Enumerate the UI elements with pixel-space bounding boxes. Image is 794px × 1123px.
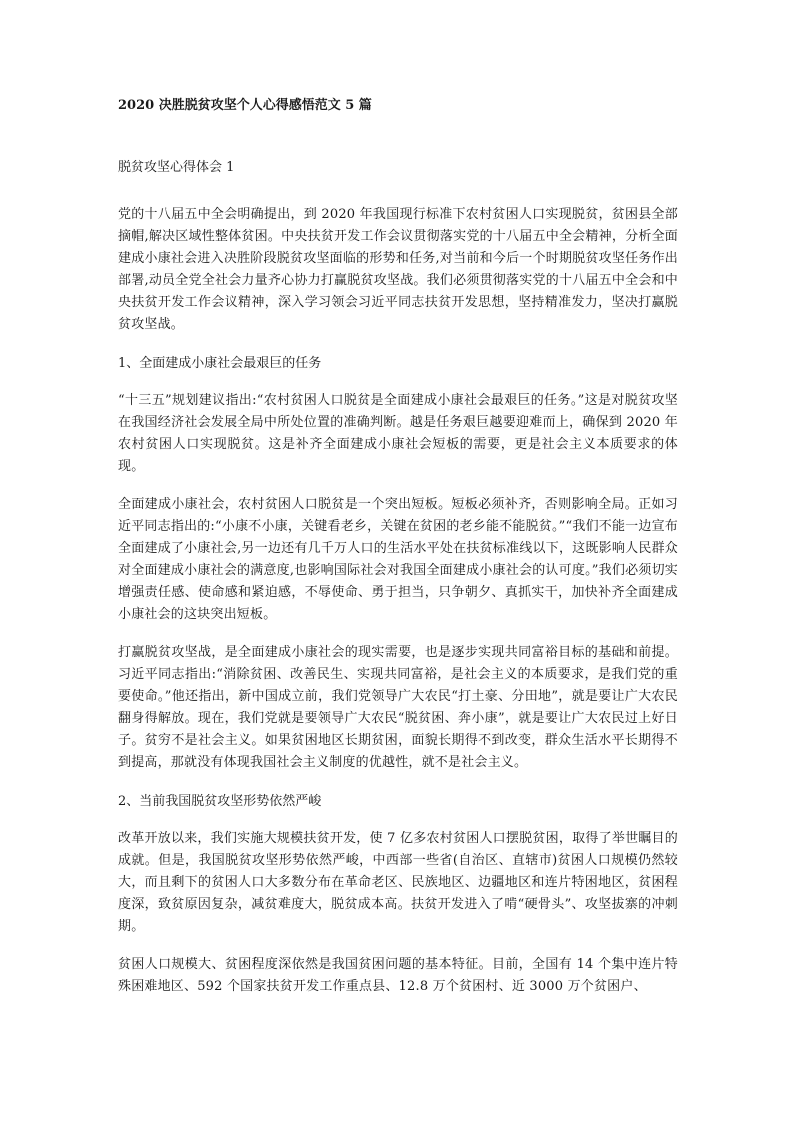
heading-2: 2、当前我国脱贫攻坚形势依然严峻 <box>118 794 322 809</box>
paragraph-5: 改革开放以来，我们实施大规模扶贫开发，使 7 亿多农村贫困人口摆脱贫困，取得了举世瞩目的成就。但是，我国脱贫攻坚形势依然严峻，中西部一些省(自治区、直辖市)贫困人口规模仍然较大，而且剩下的贫困人口大多数分布在革命老区、民族地区、边疆地区和连片特困地区，贫困程度深，致贫原因复杂，减贫难度大，脱贫成本高。扶贫开发进入了啃“硬骨头”、攻坚拔寨的冲刺期。 <box>118 831 678 934</box>
paragraph-6: 贫困人口规模大、贫困程度深依然是我国贫困问题的基本特征。目前，全国有 14 个集中连片特殊困难地区、592 个国家扶贫开发工作重点县、12.8 万个贫困村、近 3000 万个贫困户、 <box>118 957 678 994</box>
paragraph-3: 全面建成小康社会，农村贫困人口脱贫是一个突出短板。短板必须补齐，否则影响全局。正如习近平同志指出的:“小康不小康，关键看老乡，关键在贫困的老乡能不能脱贫。”“我们不能一边宣布全面建成了小康社会,另一边还有几千万人口的生活水平处在扶贫标准线以下，这既影响人民群众对全面建成小康社会的满意度,也影响国际社会对我国全面建成小康社会的认可度。”我们必须切实增强责任感、使命感和紧迫感，不辱使命、勇于担当，只争朝夕、真抓实干，加快补齐全面建成小康社会的这块突出短板。 <box>118 497 678 622</box>
heading-1: 1、全面建成小康社会最艰巨的任务 <box>118 356 322 371</box>
section-title: 脱贫攻坚心得体会 1 <box>118 160 235 175</box>
paragraph-1: 党的十八届五中全会明确提出，到 2020 年我国现行标准下农村贫困人口实现脱贫，贫困县全部摘帽,解决区域性整体贫困。中央扶贫开发工作会议贯彻落实党的十八届五中全会精神，分析全面建成小康社会进入决胜阶段脱贫攻坚面临的形势和任务,对当前和今后一个时期脱贫攻坚任务作出部署,动员全党全社会力量齐心协力打赢脱贫攻坚战。我们必须贯彻落实党的十八届五中全会和中央扶贫开发工作会议精神，深入学习领会习近平同志扶贫开发思想，坚持精准发力，坚决打赢脱贫攻坚战。 <box>118 207 678 332</box>
paragraph-4: 打赢脱贫攻坚战，是全面建成小康社会的现实需要，也是逐步实现共同富裕目标的基础和前提。习近平同志指出:“消除贫困、改善民生、实现共同富裕，是社会主义的本质要求，是我们党的重要使命。”他还指出，新中国成立前，我们党领导广大农民“打土豪、分田地”，就是要让广大农民翻身得解放。现在，我们党就是要领导广大农民“脱贫困、奔小康”，就是要让广大农民过上好日子。贫穷不是社会主义。如果贫困地区长期贫困，面貌长期得不到改变，群众生活水平长期得不到提高，那就没有体现我国社会主义制度的优越性，就不是社会主义。 <box>118 645 678 770</box>
document-title: 2020 决胜脱贫攻坚个人心得感悟范文 5 篇 <box>118 98 372 113</box>
paragraph-2: “十三五”规划建议指出:“农村贫困人口脱贫是全面建成小康社会最艰巨的任务。”这是对脱贫攻坚在我国经济社会发展全局中所处位置的准确判断。越是任务艰巨越要迎难而上，确保到 2020 年农村贫困人口实现脱贫。这是补齐全面建成小康社会短板的需要，更是社会主义本质要求的体现。 <box>118 393 678 474</box>
document-page <box>118 96 678 998</box>
